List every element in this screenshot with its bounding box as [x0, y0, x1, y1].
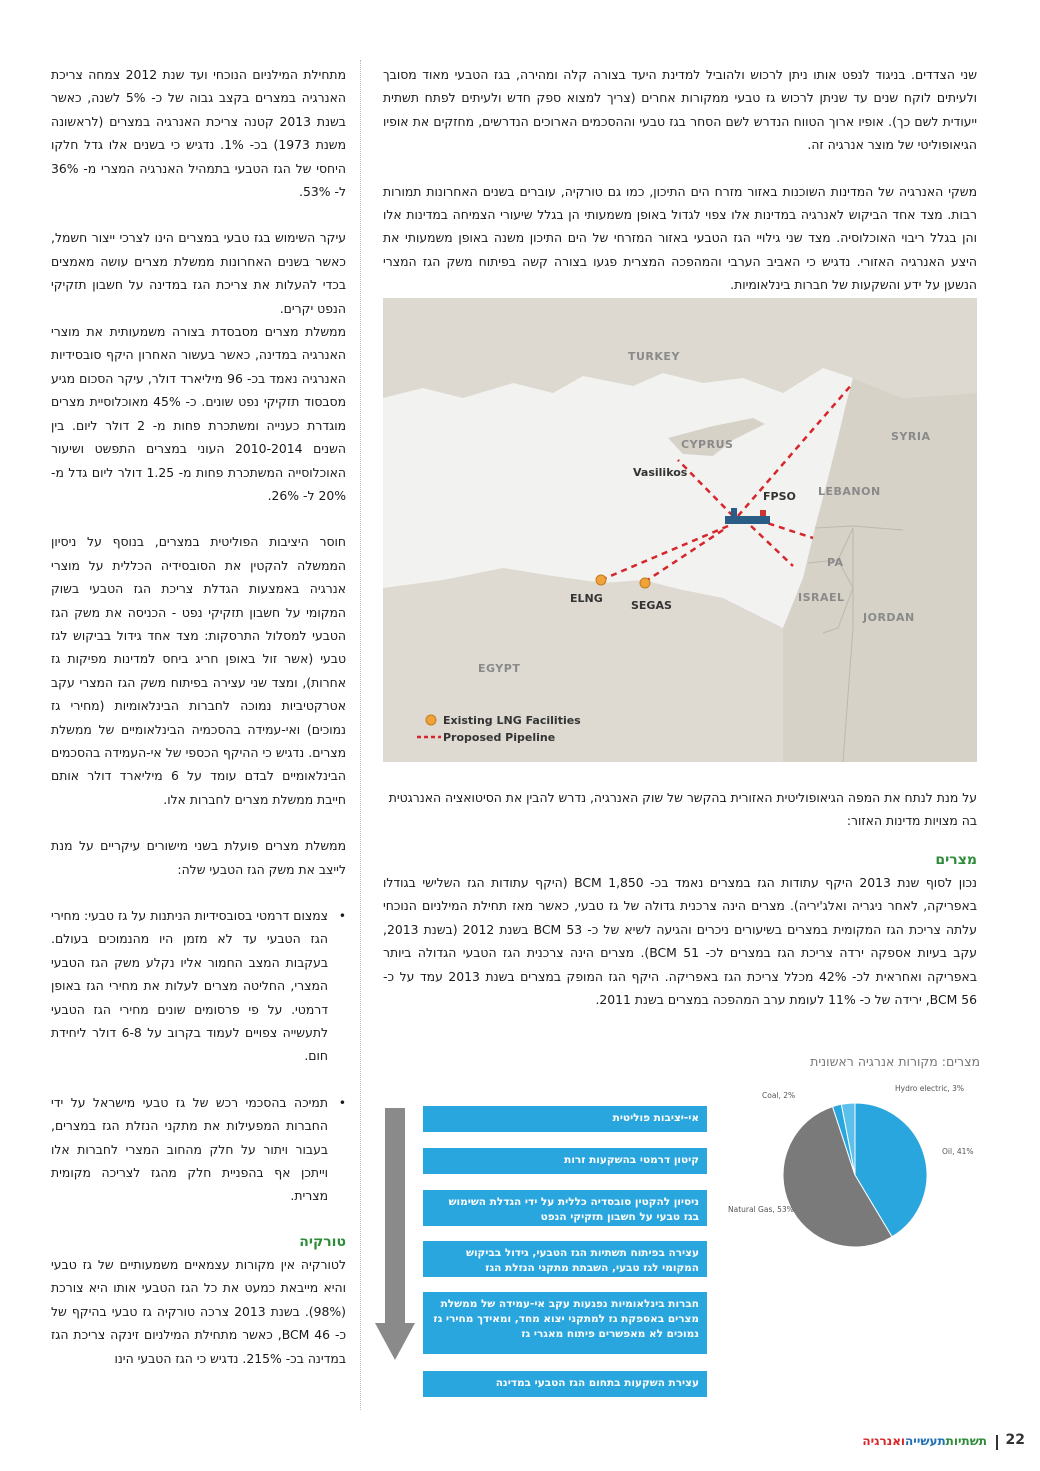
bullet-dot-2: •: [338, 1094, 346, 1110]
footer-separator: [996, 1435, 998, 1450]
flow-item-investment-halt: עצירת השקעות בתחום הגז הטבעי במדינה: [423, 1371, 707, 1397]
bullet-text-1: צמצום דרמטי בסובסידיות הניתנות על גז טבעי: מחירי הגז הטבעי עד לא מזמן היו מהנמוכים בעולם. בעקבות המצב החמור אליו נקלע משק הגז הטבעי המצרי, החליטה מצרים לעלות את מחירי הגז באופן דרמטי. על פי פרסומים שונים מחירי הגז הטבעי לתעשייה צפויים לעמוד בקרוב על 6-8 דולר ליחידת חום.: [51, 908, 329, 1064]
map-label-segas: SEGAS: [631, 599, 672, 612]
map-label-vasilikos: Vasilikos: [633, 466, 688, 479]
paragraph-gas-usage: עיקר השימוש בגז טבעי במצרים הינו לצרכי ייצור חשמל, כאשר בשנים האחרונות ממשלת מצרים עושה מאמצים בכדי להעלות את צריכת הגז במדינה על חשבון תזקיקי הנפט יקרים.: [51, 230, 346, 316]
flow-item-foreign-investment: קיטון דרמטי בהשקעות זרות: [423, 1148, 707, 1174]
pie-label-hydro: Hydro electric, 3%: [895, 1084, 965, 1093]
paragraph-east-med: משקי האנרגיה של המדינות השוכנות באזור מזרח הים התיכון, כמו גם טורקיה, עוברים בשנים האחרונות תמורות רבות. מצד אחד הביקוש לאנרגיה במדינות אלו צפוי לגדול באופן משמעותי הן בגלל שיעורי הצמיחה במדינות אלו והן בגלל ריבוי האוכלוסיה. מצד שני גילויי הגז הטבעי באזור המזרחי של הים התיכון משנה באופן משמעותי את היצע האנרגיה האזורי. נדגיש כי האביב הערבי והמהפכה המצרית פגעו בצורה קשה בפיתוח משק הגז המצרי הנשען על ידע והשקעות של חברות בינלאומיות.: [383, 183, 977, 293]
map-label-elng: ELNG: [570, 592, 603, 605]
legend-lng-icon: [426, 715, 436, 725]
paragraph-subsidies: ממשלת מצרים מסבסדת בצורה משמעותית את מוצרי האנרגיה במדינה, כאשר בעשור האחרון היקף סובסידיות האנרגיה נאמד בכ- 96 מיליארד דולר, עיקר הסכום מגיע מסבסוד תזקיקי נפט שונים. כ- 45% מאוכלוסיית מצרים מוגדרת כענייה ומשתכרת פחות מ- 2 דולר ליום. בין השנים 2010-2014 העוני במצרים התפשט ושיעור האוכלוסייה המשתכרת פחות מ- 1.25 דולר ליום גדל מ- 20% ל- 26%.: [51, 324, 347, 503]
paragraph-trade-nature: שני הצדדים. בניגוד לנפט אותו ניתן לרכוש ולהוביל למדינת היעד בצורה קלה ומהירה, בגז הטבעי מאוד מסובך ולעיתים לוקח שנים עד שניתן לרכוש גז טבעי ממקורות אחרים (צריך למצוא ספק חדש ולעיתים לפתח תשתית ייעודית לשם כך). אופיו ארוך הטווח הנדרש לשם הסחר בגז טבעי וההסכמים הארוכים הנדרשים, מחזקים את אופיו הגיאופוליטי של מוצר אנרגיה זה.: [383, 67, 977, 153]
left-column: [51, 63, 346, 1370]
bullet-text-2: תמיכה בהסכמי רכש של גז טבעי מישראל על ידי החברות המפעילות את מתקני הנזלת הגז במצרים, בעבור ויתור על חלק מהחוב המצרי לחברות אלו וייתכן אף בהפניית חלק מהגז לצריכה מקומית מצרית.: [51, 1094, 328, 1204]
lng-facility-elng-icon: [596, 575, 606, 585]
map-label-fpso: FPSO: [763, 490, 796, 503]
flow-item-political-instability: אי-יציבות פוליטית: [423, 1106, 707, 1132]
map-label-turkey: TURKEY: [628, 350, 680, 363]
pie-label-gas: Natural Gas, 53%: [728, 1205, 794, 1214]
map-label-syria: SYRIA: [891, 430, 931, 443]
flow-item-subsidy-reduction: ניסיון להקטין סובסדיה כללית על ידי הגדלת השימוש בגז טבעי על חשבון תזקיקי הנפט: [423, 1190, 707, 1226]
map-caption: על מנת לנתח את המפה הגיאופוליטית האזורית בהקשר של שוק האנרגיה, נדרש להבין את הסיטואציה האנרגטית בה מצויות מדינות האזור:: [388, 790, 977, 828]
paragraph-egypt-reserves: נכון לסוף שנת 2013 היקף עתודות הגז במצרים נאמד בכ- BCM 1,850 (היקף עתודות הגז השלישי בגודלו באפריקה, לאחר ניגריה ואלג'יריה). מצרים הינה צרכנית גדולה של גז טבעי, כאשר מאז תחילת המילניום הנוכחי עלתה צריכת הגז המקומית במצרים בשיעורים ניכרים והגיעה לשיא של כ- BCM 53 בשנת 2012 (בשנת 2013, עקב בעיות אספקה ירדה צריכת הגז במצרים לכ- BCM 51). מצרים הינה צרכנית הגז הטבעי הגדולה ביותר באפריקה ואחראית לכ- 42% מכלל צריכת הגז באפריקה. היקף הגז המופק במצרים בשנת 2013 עמד על כ- BCM 56, ירידה של כ- 11% לעומת ערב המהפכה במצרים בשנת 2011.: [383, 875, 977, 1008]
map-label-lebanon: LEBANON: [818, 485, 881, 498]
page-number: 22: [1005, 1432, 1025, 1448]
flow-item-intl-companies: חברות בינלאומיות נפגעות עקב אי-עמידה של ממשלת מצרים באספקת גז למתקני יצוא מחד, ומאידך מחירי גז נמוכים לא מאפשרים פיתוח מאגרי גז: [423, 1292, 707, 1354]
pie-svg: [720, 1050, 980, 1250]
page-footer: [835, 1432, 1025, 1456]
paragraph-two-tracks: ממשלת מצרים פועלת בשני מישורים עיקריים על מנת לייצב את משק הגז הטבעי שלה:: [51, 838, 346, 877]
bullet-israel-gas: [51, 1091, 346, 1208]
map-label-egypt: EGYPT: [478, 662, 521, 675]
column-divider: [360, 60, 361, 1410]
section-heading-turkey: טורקיה: [299, 1233, 346, 1250]
map-label-cyprus: CYPRUS: [681, 438, 734, 451]
map-label-pa: PA: [827, 556, 844, 569]
down-arrow-icon: [375, 1108, 415, 1368]
legend-lng-label: Existing LNG Facilities: [443, 714, 581, 727]
pie-label-oil: Oil, 41%: [942, 1147, 974, 1156]
magazine-brand: [862, 1434, 987, 1448]
brand-part-3: ואנרגיה: [862, 1434, 906, 1448]
flow-item-infrastructure-halt: עצירה בפיתוח תשתיות הגז הטבעי, גידול בביקוש המקומי לגז טבעי, השבתת מתקני הנזלת הגז: [423, 1241, 707, 1277]
bullet-dot-1: •: [338, 908, 346, 923]
legend-pipeline-label: Proposed Pipeline: [443, 731, 556, 744]
section-heading-egypt: מצרים: [935, 852, 977, 868]
cause-flow-diagram: [375, 1100, 710, 1410]
pie-label-coal: Coal, 2%: [762, 1091, 796, 1100]
paragraph-instability: חוסר היציבות הפוליטית במצרים, בנוסף על ניסיון הממשלה להקטין את הסובסידיה הכללית על מוצרי אנרגיה באמצעות הגדלת צריכת הגז הטבעי בשוק המקומי על חשבון תזקיקי נפט - הכניסה את משק הגז הטבעי למסלול התרסקות: מצד אחד גידול בביקוש לגז טבעי (אשר זול באופן חריג ביחס למדינות מפיקות גז אחרות), ומצד שני עצירה בפיתוח משק הגז המצרי עקב אטרקטיביות נמוכה לחברות הבינלאומיות (מחירי גז נמוכים) ואי-עמידה בהסכמיה הבינלאומיים של ממשלת מצרים. נדגיש כי ההיקף הכספי של אי-העמידה בהסכמים הבינלאומיים לבדם עומד על 6 מיליארד דולר אותם חייבת ממשלת מצרים לחברות אלו.: [51, 534, 346, 807]
brand-part-1: תשתיות: [945, 1434, 987, 1448]
brand-part-2: תעשייה: [905, 1434, 946, 1448]
pie-chart: [720, 1050, 980, 1250]
egypt-section: [383, 849, 977, 1011]
map-label-jordan: JORDAN: [863, 611, 915, 624]
paragraph-energy-growth: מתחילת המילניום הנוכחי ועד שנת 2012 צמחה צריכת האנרגיה במצרים בקצב גבוה של כ- 5% לשנה, כאשר בשנת 2013 קטנה צריכת האנרגיה במצרים (לראשונה משנת 1973) בכ- 1%. נדגיש כי בשנים אלו גדל חלקו היחסי של הגז הטבעי בתמהיל האנרגיה המצרי מ- 36% ל- 53%.: [51, 67, 346, 200]
map-svg: [383, 298, 977, 762]
map-label-israel: ISRAEL: [798, 591, 845, 604]
lng-facility-segas-icon: [640, 578, 650, 588]
regional-map: [383, 298, 977, 762]
bullet-subsidy-cut: [51, 904, 346, 1068]
right-column-top: [383, 63, 977, 297]
chart-title: מצרים: מקורות אנרגיה ראשונית: [810, 1054, 980, 1069]
paragraph-turkey: לטורקיה אין מקורות עצמאיים משמעותיים של גז טבעי והיא מייבאת כמעט את כל הגז הטבעי אותו היא צורכת (98%). בשנת 2013 צרכה טורקיה גז טבעי בהיקף של כ- BCM 46, כאשר מתחילת המילניום זינקה צריכת הגז במדינה בכ- 215%. נדגיש כי הגז הטבעי הינו: [51, 1256, 347, 1366]
